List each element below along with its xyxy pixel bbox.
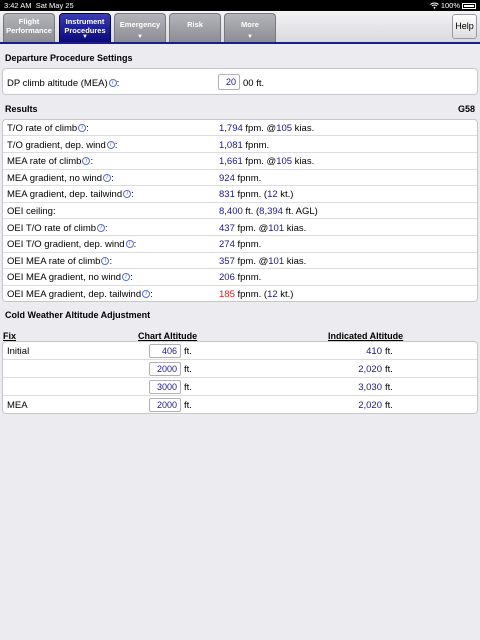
- cold-weather-row: [3, 378, 477, 396]
- info-circle-icon[interactable]: i: [109, 79, 117, 87]
- result-number: 437: [219, 222, 235, 234]
- info-circle-icon[interactable]: i: [97, 224, 105, 232]
- status-time-date: [4, 1, 74, 10]
- dp-climb-altitude-unit: 00 ft.: [243, 78, 265, 89]
- cold-weather-section-title: Cold Weather Altitude Adjustment: [5, 310, 151, 320]
- battery-percent: 100%: [440, 1, 460, 10]
- result-label: OEI ceiling:: [7, 206, 56, 217]
- departure-panel: [2, 68, 478, 95]
- result-secondary-number: 105: [276, 156, 293, 168]
- tab-more[interactable]: [224, 13, 276, 42]
- tab-flight-performance[interactable]: [3, 13, 55, 42]
- chart-altitude-input[interactable]: 2000: [149, 398, 181, 412]
- result-row: [3, 170, 477, 186]
- indicated-altitude-unit: ft.: [385, 346, 393, 357]
- result-number: 924: [219, 172, 235, 184]
- result-value: 357 fpm. @101 kias.: [219, 255, 307, 267]
- caret-down-icon: ▼: [247, 34, 253, 40]
- wifi-icon: [430, 2, 439, 9]
- tab-label: Instrument Procedures: [64, 17, 106, 35]
- result-value: 831 fpnm. (12 kt.): [219, 189, 294, 201]
- indicated-altitude-value: 2,020: [358, 364, 382, 375]
- result-label: T/O rate of climb i :: [7, 123, 89, 134]
- result-value: 8,400 ft. (8,394 ft. AGL): [219, 206, 318, 217]
- result-value: 1,794 fpm. @105 kias.: [219, 123, 315, 134]
- result-row: [3, 236, 477, 252]
- result-row: [3, 120, 477, 136]
- result-label: OEI T/O gradient, dep. wind i :: [7, 239, 137, 251]
- tab-emergency[interactable]: [114, 13, 166, 42]
- result-secondary-number: 101: [268, 255, 285, 267]
- result-number: 185: [219, 289, 235, 300]
- result-label: MEA gradient, dep. tailwind i :: [7, 189, 134, 201]
- indicated-altitude-unit: ft.: [385, 382, 393, 393]
- caret-down-icon: ▼: [82, 34, 88, 40]
- result-secondary-number: 105: [276, 123, 293, 134]
- status-bar: [0, 0, 480, 11]
- result-number: 8,400: [219, 206, 243, 217]
- aircraft-model: G58: [457, 104, 475, 114]
- tab-risk[interactable]: [169, 13, 221, 42]
- battery-icon: [462, 3, 476, 9]
- departure-section-title: Departure Procedure Settings: [5, 53, 133, 63]
- info-circle-icon[interactable]: i: [101, 257, 109, 265]
- tab-label: Risk: [187, 20, 203, 29]
- tab-instrument-procedures[interactable]: [59, 13, 111, 42]
- cold-weather-row: [3, 360, 477, 378]
- indicated-altitude-value: 3,030: [358, 382, 382, 393]
- result-value: 206 fpnm.: [219, 272, 262, 284]
- caret-down-icon: ▼: [137, 34, 143, 40]
- info-circle-icon[interactable]: i: [142, 290, 150, 298]
- result-value: 274 fpnm.: [219, 239, 262, 251]
- result-secondary-number: 12: [267, 289, 278, 300]
- indicated-altitude-unit: ft.: [385, 400, 393, 411]
- result-label: T/O gradient, dep. wind i :: [7, 139, 118, 151]
- dp-climb-altitude-input[interactable]: 20: [218, 74, 240, 90]
- chart-altitude-input[interactable]: 2000: [149, 362, 181, 376]
- info-circle-icon[interactable]: i: [78, 124, 86, 132]
- result-label: OEI MEA gradient, dep. tailwind i :: [7, 289, 153, 300]
- result-row: [3, 153, 477, 169]
- results-panel: [2, 119, 478, 302]
- chart-altitude-unit: ft.: [184, 364, 192, 375]
- chart-altitude-input[interactable]: 3000: [149, 380, 181, 394]
- info-circle-icon[interactable]: i: [123, 190, 131, 198]
- info-circle-icon[interactable]: i: [82, 157, 90, 165]
- fix-name: MEA: [7, 400, 28, 411]
- result-number: 274: [219, 239, 235, 251]
- fix-name: Initial: [7, 346, 30, 357]
- result-row: [3, 220, 477, 236]
- result-value: 437 fpm. @101 kias.: [219, 222, 307, 234]
- tab-label: Flight Performance: [6, 17, 52, 35]
- result-value: 924 fpnm.: [219, 172, 262, 184]
- info-circle-icon[interactable]: i: [103, 174, 111, 182]
- info-circle-icon[interactable]: i: [126, 240, 134, 248]
- cold-weather-row: [3, 342, 477, 360]
- result-number: 206: [219, 272, 235, 284]
- result-secondary-number: 8,394: [259, 206, 283, 217]
- result-label: MEA gradient, no wind i :: [7, 172, 114, 184]
- result-row: [3, 269, 477, 285]
- indicated-altitude-column-header: Indicated Altitude: [328, 331, 404, 341]
- result-secondary-number: 12: [267, 189, 278, 201]
- result-number: 831: [219, 189, 235, 201]
- fix-column-header: Fix: [3, 331, 17, 341]
- dp-climb-altitude-label: DP climb altitude (MEA) i :: [7, 78, 120, 89]
- top-tab-bar: [0, 11, 480, 44]
- info-circle-icon[interactable]: i: [107, 141, 115, 149]
- status-time: 3:42 AM: [4, 1, 32, 10]
- results-section-title: Results: [5, 104, 38, 114]
- cold-weather-table: [2, 341, 478, 414]
- result-number: 1,794: [219, 123, 243, 134]
- indicated-altitude-value: 410: [366, 346, 382, 357]
- result-value: 1,081 fpnm.: [219, 139, 270, 151]
- status-date: Sat May 25: [35, 1, 74, 10]
- result-label: OEI T/O rate of climb i :: [7, 222, 108, 234]
- result-row: [3, 137, 477, 153]
- result-number: 1,081: [219, 139, 243, 151]
- result-value: 185 fpnm. (12 kt.): [219, 289, 294, 300]
- cold-weather-row: [3, 396, 477, 414]
- result-row: [3, 186, 477, 202]
- result-row: [3, 286, 477, 302]
- result-label: OEI MEA rate of climb i :: [7, 255, 113, 267]
- result-value: 1,661 fpm. @105 kias.: [219, 156, 315, 168]
- result-label: OEI MEA gradient, no wind i :: [7, 272, 133, 284]
- result-row: [3, 253, 477, 269]
- result-row: [3, 203, 477, 219]
- tab-label: Emergency: [119, 20, 161, 29]
- chart-altitude-unit: ft.: [184, 382, 192, 393]
- indicated-altitude-unit: ft.: [385, 364, 393, 375]
- tab-label: More: [241, 20, 259, 29]
- result-number: 357: [219, 255, 235, 267]
- chart-altitude-unit: ft.: [184, 346, 192, 357]
- info-circle-icon[interactable]: i: [122, 273, 130, 281]
- result-number: 1,661: [219, 156, 243, 168]
- chart-altitude-unit: ft.: [184, 400, 192, 411]
- indicated-altitude-value: 2,020: [358, 400, 382, 411]
- result-secondary-number: 101: [268, 222, 285, 234]
- chart-altitude-input[interactable]: 406: [149, 344, 181, 358]
- chart-altitude-column-header: Chart Altitude: [138, 331, 198, 341]
- help-button[interactable]: Help: [452, 14, 477, 39]
- status-right: [430, 1, 476, 10]
- result-label: MEA rate of climb i :: [7, 156, 94, 168]
